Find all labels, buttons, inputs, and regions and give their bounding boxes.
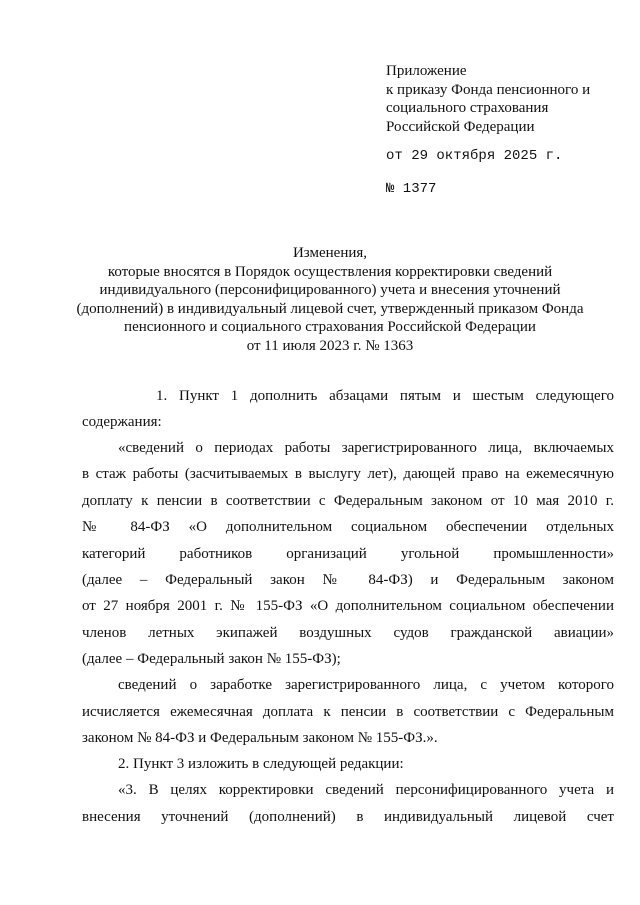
appendix-line: социального страхования <box>386 100 549 116</box>
quote-1-line: категорий работников организаций угольной промышленности» <box>82 546 614 562</box>
quote-2-line: законом № 84-ФЗ и Федеральным законом № 155-ФЗ.». <box>82 730 438 746</box>
document-title <box>70 244 590 356</box>
quote-1-line: (далее – Федеральный закон № 84-ФЗ) и Федеральным законом <box>82 572 614 588</box>
quote-2-line: сведений о заработке зарегистрированного лица, с учетом которого <box>118 677 614 693</box>
appendix-line: Российской Федерации <box>386 118 535 135</box>
quote-1-line: от 27 ноября 2001 г. № 155-ФЗ «О дополнительном социальном обеспечении <box>82 598 614 614</box>
title-line: пенсионного и социального страхования Российской Федерации <box>124 319 536 336</box>
title-line: которые вносятся в Порядок осуществления корректировки сведений <box>107 263 553 280</box>
appendix-line: к приказу Фонда пенсионного и <box>386 81 591 98</box>
quote-1-line: «сведений о периодах работы зарегистрированного лица, включаемых <box>118 440 614 456</box>
quote-1-line: (далее – Федеральный закон № 155-ФЗ); <box>82 651 341 667</box>
quote-3-line: «3. В целях корректировки сведений персонифицированного учета и <box>118 782 614 798</box>
quote-3-line: внесения уточнений (дополнений) в индивидуальный лицевой счет <box>82 809 614 825</box>
order-number: № 1377 <box>386 181 437 197</box>
paragraph-2-line: 2. Пункт 3 изложить в следующей редакции: <box>118 756 404 772</box>
quote-2-line: исчисляется ежемесячная доплата к пенсии в соответствии с Федеральным <box>82 704 614 720</box>
quote-1-line: № 84-ФЗ «О дополнительном социальном обеспечении отдельных <box>82 519 614 535</box>
title-line: от 11 июля 2023 г. № 1363 <box>246 337 414 354</box>
title-line: Изменения, <box>292 245 368 261</box>
quote-1-line: в стаж работы (засчитываемых в выслугу лет), дающей право на ежемесячную <box>82 466 614 482</box>
paragraph-1-line: 1. Пункт 1 дополнить абзацами пятым и шестым следующего <box>156 388 614 404</box>
quote-1-line: доплату к пенсии в соответствии с Федеральным законом от 10 мая 2010 г. <box>82 493 614 509</box>
title-line: индивидуального (персонифицированного) учета и внесения уточнений <box>99 282 561 299</box>
order-date: от 29 октября 2025 г. <box>386 148 563 164</box>
appendix-title: Приложение <box>386 63 467 79</box>
quote-1-line: членов летных экипажей воздушных судов гражданской авиации» <box>82 625 614 641</box>
appendix-header <box>386 62 590 136</box>
title-line: (дополнений) в индивидуальный лицевой счет, утвержденный приказом Фонда <box>76 300 584 317</box>
paragraph-1-line: содержания: <box>82 414 162 430</box>
